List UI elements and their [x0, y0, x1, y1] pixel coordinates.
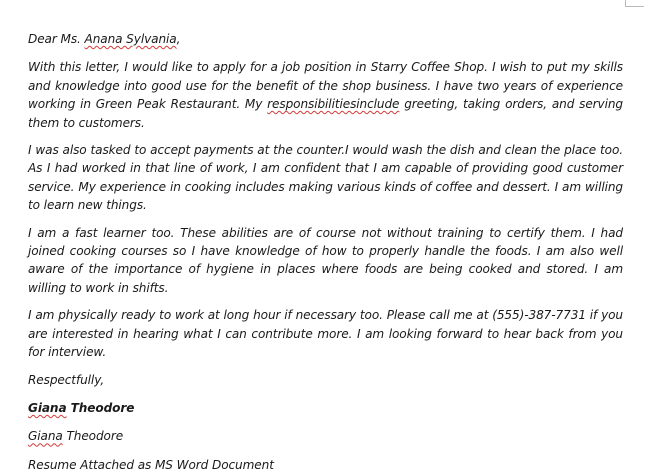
signature-first-name: Giana — [28, 429, 63, 444]
salutation-suffix: , — [176, 32, 181, 46]
misspelled-word: responsibilitiesinclude — [267, 97, 400, 112]
recipient-name: Anana Sylvania — [84, 32, 177, 46]
signature-bold — [28, 399, 623, 417]
paragraph-2: I was also tasked to accept payments at the counter.I would wash the dish and clean the place too. As I had worked in that line of work, I am confident that I am capable of providing good customer service. My experience in cooking includes making various kinds of coffee and dessert. I am willing to learn new things. — [28, 143, 623, 213]
signature-bold-last-name: Theodore — [66, 400, 135, 415]
page-corner-mark — [625, 0, 644, 7]
signature-last-name: Theodore — [62, 429, 124, 444]
paragraph-1-start: With this letter, I would like to apply for a job position in Starry Coffee Shop. I wish to put my skills and knowledge into good use for the benefit of the shop business. I have two years of experience working in Green Peak Restaurant. My — [28, 60, 623, 112]
closing-line: Respectfully, — [28, 372, 105, 387]
salutation — [28, 30, 623, 48]
attachment-note: Resume Attached as MS Word Document — [28, 457, 274, 472]
signature-name — [28, 427, 623, 445]
paragraph-1 — [28, 58, 623, 132]
paragraph-4: I am physically ready to work at long hour if necessary too. Please call me at (555)-387-7731 if you are interested in hearing what I can contribute more. I am looking forward to hear back from you for interview. — [28, 308, 623, 360]
cover-letter-body[interactable] — [28, 30, 623, 474]
salutation-prefix: Dear Ms. — [28, 32, 85, 46]
paragraph-1-end: greeting, taking orders, and serving them to customers. — [28, 97, 623, 130]
paragraph-3: I am a fast learner too. These abilities are of course not without training to certify them. I had joined cooking courses so I have knowledge of how to properly handle the foods. I am also well aware of the importance of hygiene in places where foods are being cooked and stored. I am willing to work in shifts. — [28, 225, 623, 295]
signature-bold-first-name: Giana — [28, 400, 67, 415]
